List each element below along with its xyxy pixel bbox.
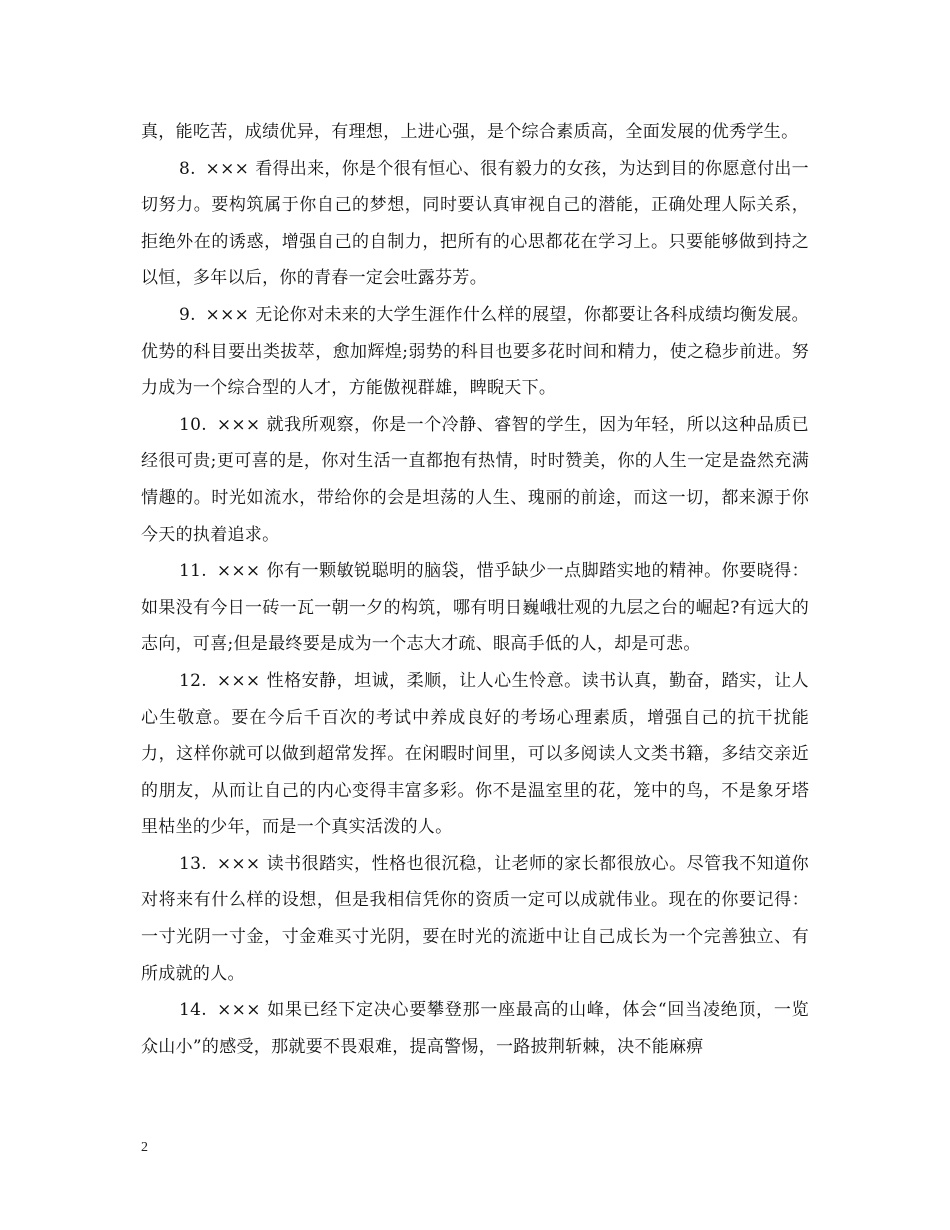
paragraph-number: 12. (179, 670, 207, 691)
paragraph-number: 13. (179, 853, 207, 874)
paragraph-comment-10 (141, 407, 809, 553)
paragraph-text: 如果已经下定决心要攀登那一座最高的山峰，体会“回当凌绝顶，一览众山小”的感受，那就要不畏艰难，提高警惕，一路披荆斩棘，决不能麻痹 (141, 1000, 809, 1057)
paragraph-comment-11 (141, 553, 809, 663)
paragraph-text: 性格安静，坦诚，柔顺，让人心生怜意。读书认真，勤奋，踏实，让人心生敬意。要在今后千百次的考试中养成良好的考场心理素质，增强自己的抗干扰能力，这样你就可以做到超常发挥。在闲暇时间里，可以多阅读人文类书籍，多结交亲近的朋友，从而让自己的内心变得丰富多彩。你不是温室里的花，笼中的鸟，不是象牙塔里枯坐的少年，而是一个真实活泼的人。 (141, 670, 809, 838)
paragraph-continuation (141, 114, 809, 151)
paragraph-text: 就我所观察，你是一个冷静、睿智的学生，因为年轻，所以这种品质已经很可贵;更可喜的是，你对生活一直都抱有热情，时时赞美，你的人生一定是盎然充满情趣的。时光如流水，带给你的会是坦荡的人生、瑰丽的前途，而这一切，都来源于你今天的执着追求。 (141, 414, 809, 545)
paragraph-comment-8 (141, 151, 809, 297)
paragraph-number: 10. (179, 414, 207, 435)
page-number: 2 (141, 1140, 148, 1155)
paragraph-number: 11. (179, 561, 207, 582)
paragraph-text: 无论你对未来的大学生涯作什么样的展望，你都要让各科成绩均衡发展。优势的科目要出类拔萃，愈加辉煌;弱势的科目也要多花时间和精力，使之稳步前进。努力成为一个综合型的人才，方能傲视群雄，睥睨天下。 (141, 304, 809, 399)
paragraph-comment-13 (141, 846, 809, 992)
paragraph-number: 8. (179, 158, 196, 179)
paragraph-comment-14 (141, 992, 809, 1065)
paragraph-text: 你有一颗敏锐聪明的脑袋，惜乎缺少一点脚踏实地的精神。你要晓得：如果没有今日一砖一瓦一朝一夕的构筑，哪有明日巍峨壮观的九层之台的崛起?有远大的志向，可喜;但是最终要是成为一个志大才疏、眼高手低的人，却是可悲。 (141, 561, 809, 655)
student-name-placeholder: ××× (216, 561, 261, 582)
paragraph-text: 看得出来，你是个很有恒心、很有毅力的女孩，为达到目的你愿意付出一切努力。要构筑属于你自己的梦想，同时要认真审视自己的潜能，正确处理人际关系，拒绝外在的诱惑，增强自己的自制力，把所有的心思都花在学习上。只要能够做到持之以恒，多年以后，你的青春一定会吐露芬芳。 (141, 158, 809, 289)
student-name-placeholder: ××× (216, 414, 261, 435)
student-name-placeholder: ××× (205, 158, 250, 179)
paragraph-comment-9 (141, 297, 809, 407)
paragraph-number: 9. (179, 304, 196, 325)
paragraph-text: 读书很踏实，性格也很沉稳，让老师的家长都很放心。尽管我不知道你对将来有什么样的设想，但是我相信凭你的资质一定可以成就伟业。现在的你要记得：一寸光阴一寸金，寸金难买寸光阴，要在时光的流逝中让自己成长为一个完善独立、有所成就的人。 (141, 853, 809, 984)
student-name-placeholder: ××× (217, 1000, 261, 1021)
paragraph-comment-12 (141, 663, 809, 846)
paragraph-text: 真，能吃苦，成绩优异，有理想，上进心强，是个综合素质高，全面发展的优秀学生。 (141, 122, 799, 142)
student-name-placeholder: ××× (205, 304, 250, 325)
student-name-placeholder: ××× (216, 853, 261, 874)
document-body (141, 114, 809, 1065)
student-name-placeholder: ××× (216, 670, 261, 691)
paragraph-number: 14. (179, 1000, 207, 1021)
